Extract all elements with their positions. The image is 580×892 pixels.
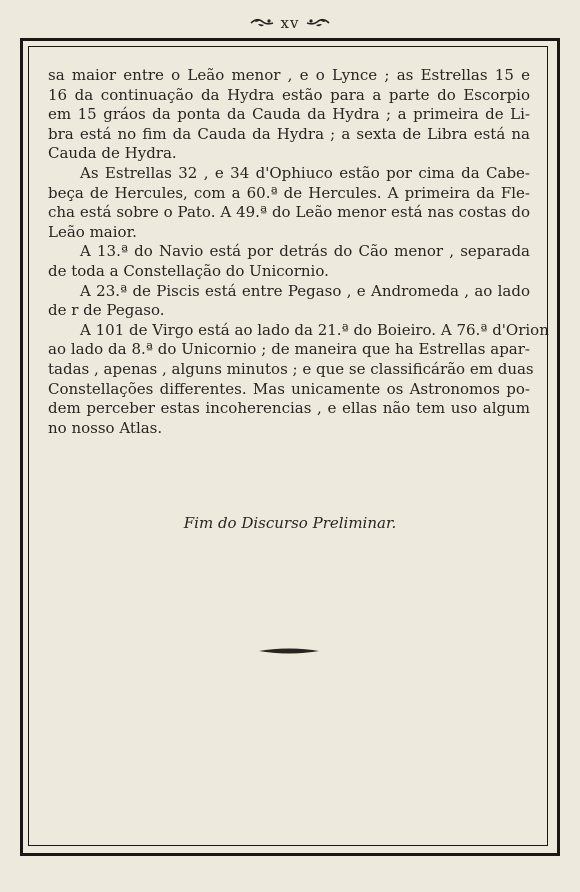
text-line: dem perceber estas incoherencias , e ellas não tem uso algum bbox=[48, 399, 530, 418]
text-line: em 15 gráos da ponta da Cauda da Hydra ; a primeira de Li- bbox=[48, 105, 530, 124]
paragraph-5 bbox=[48, 320, 549, 439]
text-line: bra está no fim da Cauda da Hydra ; a sexta de Libra está na bbox=[48, 124, 530, 143]
text-line: de toda a Constellação do Unicornio. bbox=[48, 261, 329, 280]
text-line: A 13.ª do Navio está por detrás do Cão menor , separada bbox=[80, 242, 530, 261]
page-number: xv bbox=[280, 14, 300, 32]
text-line: tadas , apenas , alguns minutos ; e que se classificárão em duas bbox=[48, 359, 534, 378]
page-header bbox=[0, 10, 580, 36]
text-line: ao lado da 8.ª do Unicornio ; de maneira que ha Estrellas apar- bbox=[48, 340, 530, 359]
paragraph-3 bbox=[48, 242, 530, 281]
text-line: no nosso Atlas. bbox=[48, 418, 163, 437]
right-fleuron-ornament-icon bbox=[305, 16, 331, 30]
paragraph-2 bbox=[48, 164, 530, 242]
text-line: cha está sobre o Pato. A 49.ª do Leão menor está nas costas do bbox=[48, 203, 530, 222]
paragraph-1 bbox=[48, 66, 530, 164]
divider-rule-ornament-icon bbox=[258, 642, 320, 661]
text-line: 16 da continuação da Hydra estão para a parte do Escorpio bbox=[48, 85, 530, 104]
paragraph-4 bbox=[48, 282, 530, 321]
text-line: beça de Hercules, com a 60.ª de Hercules. A primeira da Fle- bbox=[48, 183, 530, 202]
text-line: de r de Pegaso. bbox=[48, 301, 165, 320]
text-line: Leão maior. bbox=[48, 222, 137, 241]
text-line: Cauda de Hydra. bbox=[48, 144, 177, 163]
text-line: As Estrellas 32 , e 34 d'Ophiuco estão por cima da Cabe- bbox=[80, 163, 530, 182]
text-line: A 23.ª de Piscis está entre Pegaso , e Andromeda , ao lado bbox=[80, 281, 530, 300]
left-fleuron-ornament-icon bbox=[249, 16, 275, 30]
text-block bbox=[48, 66, 549, 438]
text-line: sa maior entre o Leão menor , e o Lynce ; as Estrellas 15 e bbox=[48, 66, 530, 84]
text-line: Constellações differentes. Mas unicamente os Astronomos po- bbox=[48, 379, 530, 398]
text-line: A 101 de Virgo está ao lado da 21.ª do Boieiro. A 76.ª d'Orion bbox=[80, 320, 549, 339]
closing-line: Fim do Discurso Preliminar. bbox=[183, 514, 397, 532]
